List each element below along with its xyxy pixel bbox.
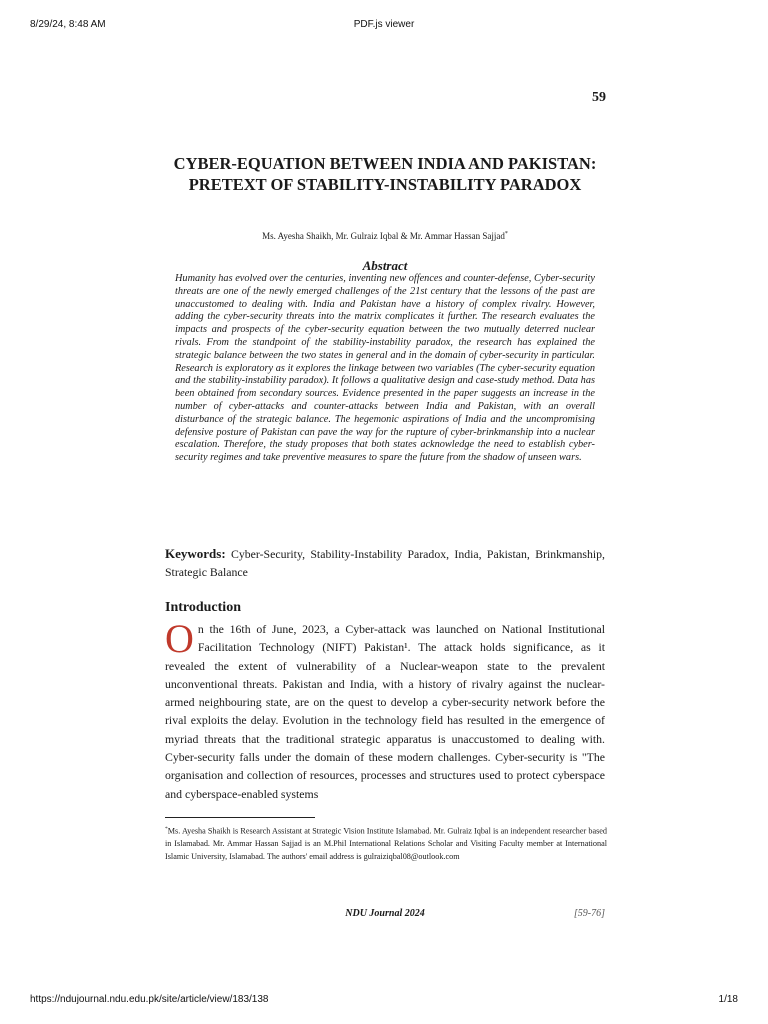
introduction-text [165, 616, 605, 803]
footnote-text: Ms. Ayesha Shaikh is Research Assistant at Strategic Vision Institute Islamabad. Mr. Gulraiz Iqbal is an independent researcher based in Islamabad. Mr. Ammar Hassan Sajjad is an M.Phil International Relations Scholar and Visiting Faculty member at International Islamic University, Islamabad. The authors' email address is gulraiziqbal08@outlook.com [165, 826, 607, 861]
introduction-heading: Introduction [165, 600, 241, 615]
footnote-divider [165, 817, 315, 818]
keywords-paragraph [165, 545, 605, 581]
footnote-mark: * [165, 826, 168, 832]
page-range: [59-76] [573, 908, 605, 919]
authors: Ms. Ayesha Shaikh, Mr. Gulraiz Iqbal & Mr. Ammar Hassan Sajjad [262, 231, 505, 241]
print-url: https://ndujournal.ndu.edu.pk/site/article/view/183/138 [30, 994, 269, 1005]
page-number: 59 [592, 90, 606, 105]
print-page-indicator: 1/18 [718, 994, 738, 1005]
abstract-text: Humanity has evolved over the centuries, inventing new offences and counter-defense, Cyber-security threats are one of the newly emerged challenges of the 21st century that the lessons of the past are unaccustomed to dealing with. India and Pakistan have a history of complex rivalry. However, adding the cyber-security threats into the matrix complicates it further. The research evaluates the impacts and prospects of the cyber-security equation between the two mutually deterred nuclear rivals. From the standpoint of the stability-instability paradox, the research has explained the strategic balance between the two states in general and in the domain of cyber-security in particular. Research is exploratory as it explores the linkage between two variables (The cyber-security equation and the stability-instability paradox). It follows a qualitative design and case-study method. Data has been obtained from secondary sources. Evidence presented in the paper suggests an increase in the number of cyber-attacks and counter-attacks between India and Pakistan, with an overall disturbance of the strategic balance. The hegemonic aspirations of India and the uncompromising defensive posture of Pakistan can pave the way for the rupture of cyber-brinkmanship into a nuclear escalation. Therefore, the study proposes that both states acknowledge the need to establish cyber-security regimes and take preventive measures to spare the future from the shadow of unseen wars. [175, 273, 595, 464]
print-timestamp: 8/29/24, 8:48 AM [30, 19, 106, 30]
introduction-body: n the 16th of June, 2023, a Cyber-attack was launched on National Institutional Facilitation Technology (NIFT) Pakistan¹. The attack holds significance, as it revealed the extent of vulnerability of a Nuclear-weapon state to the prevalent unconventional threats. Pakistan and India, with a history of rivalry against the nuclear-armed neighbouring state, are on the quest to develop a cyber-security network before the rival exploits the delay. Evolution in the technology field has resulted in the emergence of myriad threats that the traditional strategic apparatus is unaccustomed to dealing with. Cyber-security falls under the domain of these modern challenges. Cyber-security is "The organisation and collection of resources, processes and structures used to protect cyberspace and cyberspace-enabled systems [165, 622, 605, 801]
journal-name: NDU Journal 2024 [345, 908, 425, 919]
footnote [165, 823, 607, 863]
print-footer [0, 994, 768, 1008]
keywords-list: Cyber-Security, Stability-Instability Paradox, India, Pakistan, Brinkmanship, Strategic Balance [165, 547, 605, 579]
journal-footer [165, 908, 605, 922]
keywords-label: Keywords: [165, 546, 226, 561]
print-page-title: PDF.js viewer [353, 19, 415, 30]
drop-cap: O [165, 616, 194, 661]
authors-line [165, 231, 605, 241]
paper-title: CYBER-EQUATION BETWEEN INDIA AND PAKISTAN: PRETEXT OF STABILITY-INSTABILITY PARADOX [173, 154, 597, 194]
print-header [0, 19, 768, 33]
abstract-heading: Abstract [362, 258, 408, 273]
authors-footnote-mark: * [504, 231, 508, 237]
